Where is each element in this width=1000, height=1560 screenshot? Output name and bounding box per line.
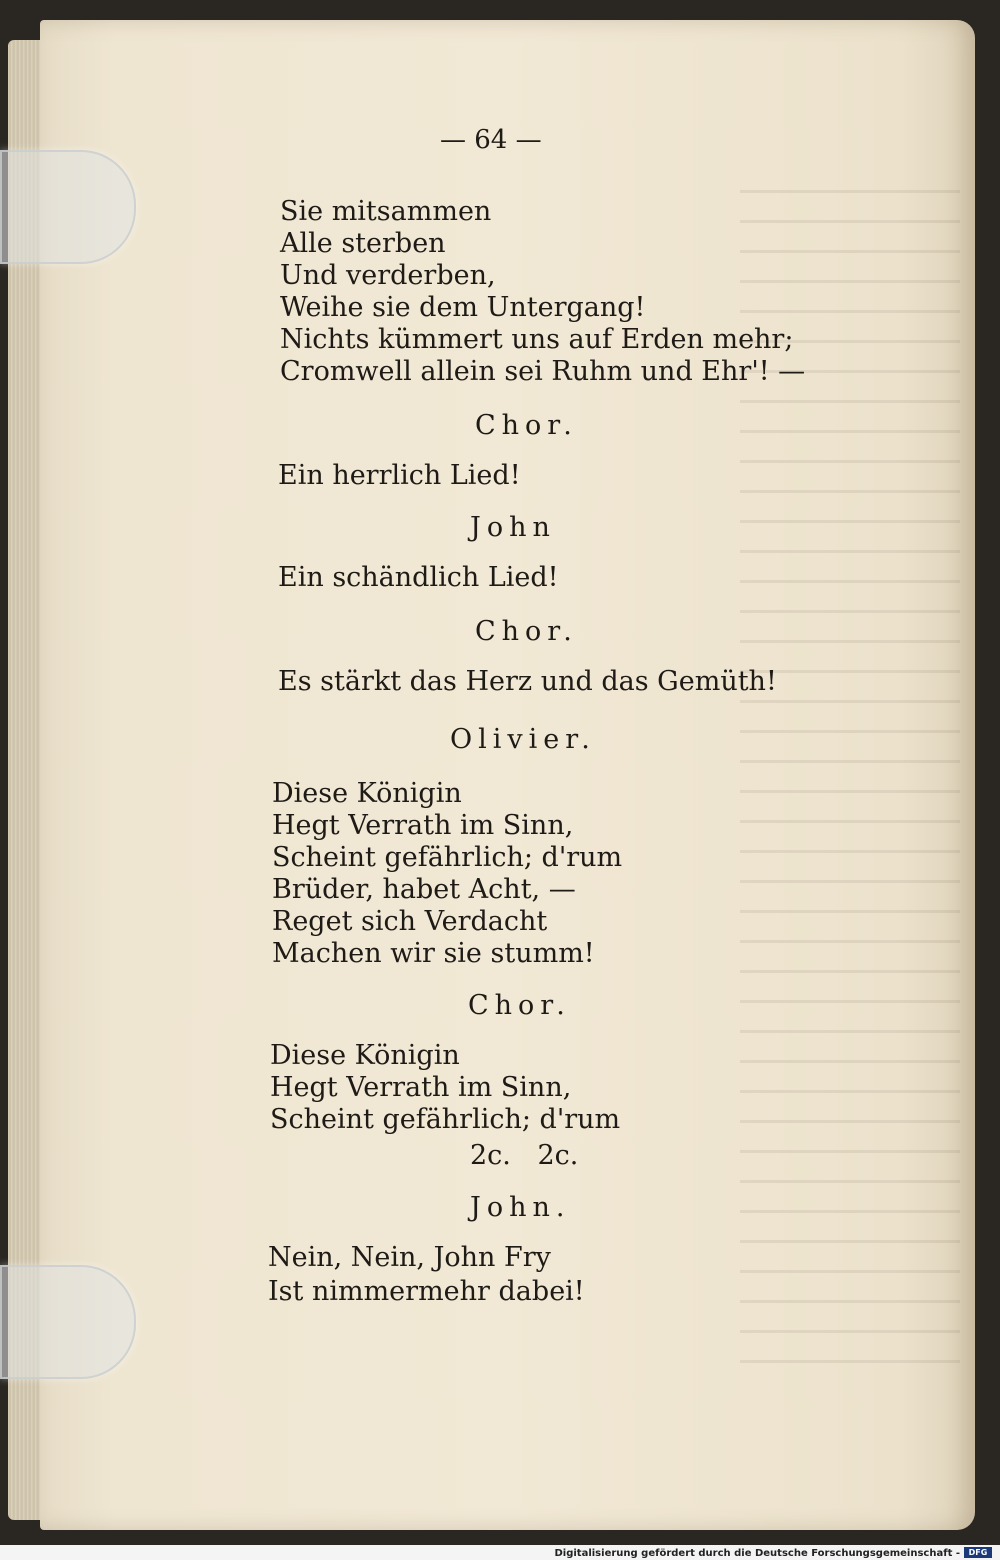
speaker-label: Olivier. — [450, 724, 596, 755]
page-number: — 64 — — [440, 125, 542, 155]
dfg-logo: DFG — [964, 1547, 992, 1558]
footer-bar — [0, 1545, 1000, 1560]
verse-line: Hegt Verrath im Sinn, — [270, 1072, 572, 1103]
verse-line: 2c. 2c. — [470, 1140, 579, 1171]
verse-line: Ist nimmermehr dabei! — [268, 1276, 585, 1307]
verse-line: Hegt Verrath im Sinn, — [272, 810, 574, 841]
verse-line: Cromwell allein sei Ruhm und Ehr'! — — [280, 356, 806, 387]
speaker-label: Chor. — [475, 616, 578, 647]
speaker-label: Chor. — [475, 410, 578, 441]
verse-line: Scheint gefährlich; d'rum — [270, 1104, 621, 1135]
verse-line: Ein herrlich Lied! — [278, 460, 521, 491]
verse-line: Und verderben, — [280, 260, 496, 291]
speaker-label: John. — [470, 1192, 571, 1223]
speaker-label: Chor. — [468, 990, 571, 1021]
verse-line: Diese Königin — [272, 778, 462, 809]
verse-line: Nichts kümmert uns auf Erden mehr; — [280, 324, 794, 355]
speaker-label: John — [470, 512, 556, 543]
verse-line: Scheint gefährlich; d'rum — [272, 842, 623, 873]
verse-line: Reget sich Verdacht — [272, 906, 548, 937]
verse-line: Weihe sie dem Untergang! — [280, 292, 646, 323]
footer-credit: Digitalisierung gefördert durch die Deutsche Forschungsgemeinschaft - — [554, 1548, 960, 1559]
verse-line: Machen wir sie stumm! — [272, 938, 595, 969]
verse-line: Diese Königin — [270, 1040, 460, 1071]
verse-line: Sie mitsammen — [280, 196, 492, 227]
verse-line: Nein, Nein, John Fry — [268, 1242, 551, 1273]
verse-line: Brüder, habet Acht, — — [272, 874, 576, 905]
verse-line: Ein schändlich Lied! — [278, 562, 559, 593]
verse-line: Alle sterben — [280, 228, 446, 259]
verse-line: Es stärkt das Herz und das Gemüth! — [278, 666, 777, 697]
